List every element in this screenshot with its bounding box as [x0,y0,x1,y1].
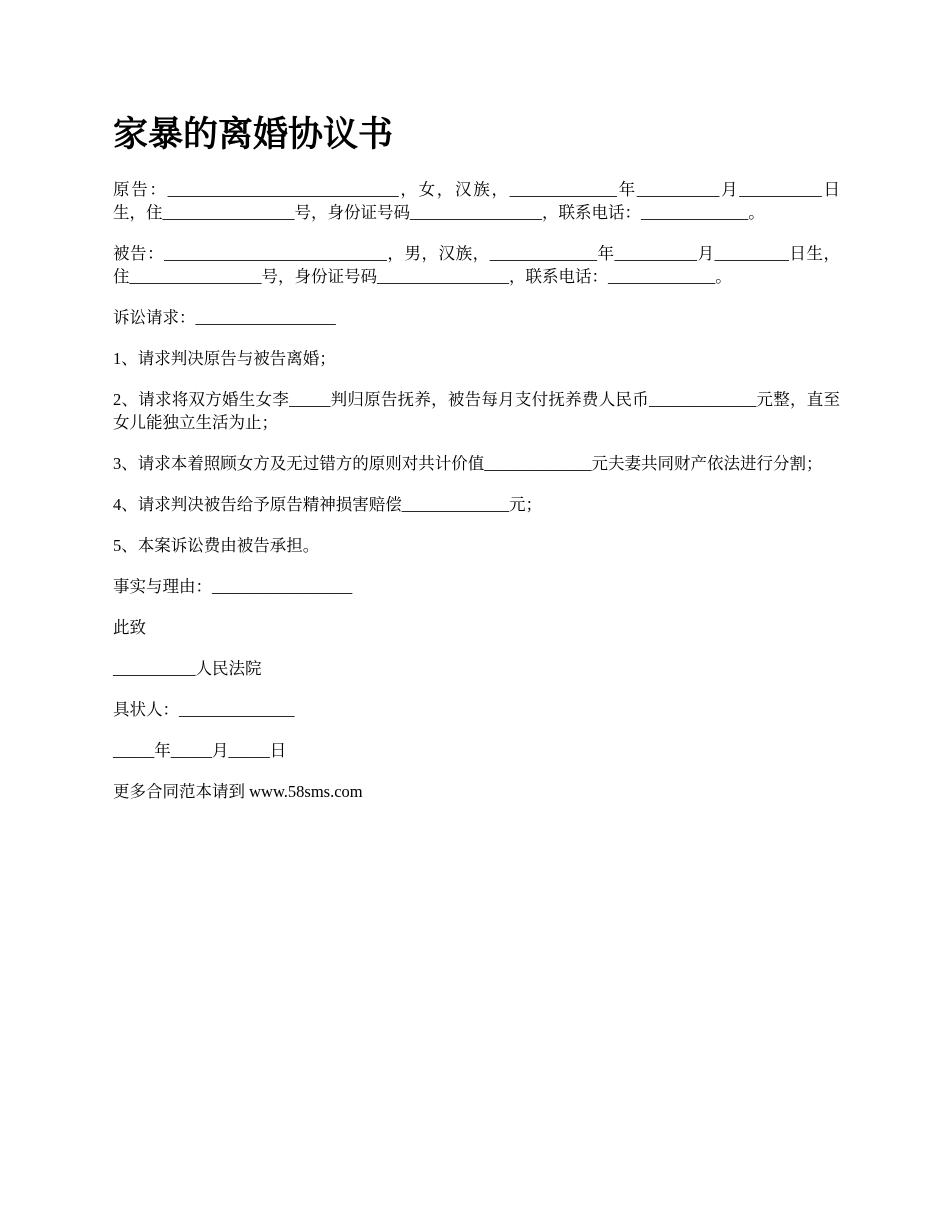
claim-item-3: 3、请求本着照顾女方及无过错方的原则对共计价值_____________元夫妻共同财产依法进行分割； [113,454,823,473]
document-title: 家暴的离婚协议书 [113,115,394,154]
footer-note: 更多合同范本请到 www.58sms.com [113,782,363,801]
date-line: _____年_____月_____日 [113,741,287,760]
salutation: 此致 [113,618,146,637]
claim-item-1: 1、请求判决原告与被告离婚； [113,349,336,368]
petitioner-signature: 具状人：______________ [113,700,295,719]
court-name: __________人民法院 [113,659,262,678]
claim-item-4: 4、请求判决被告给予原告精神损害赔偿_____________元； [113,495,542,514]
claim-item-2: 2、请求将双方婚生女李_____判归原告抚养，被告每月支付抚养费人民币_____________元整，直至女儿能独立生活为止； [113,390,840,432]
defendant-info: 被告：___________________________，男，汉族，_____________年__________月_________日生，住________________号，身份证号码________________，联系电话：_____________。 [113,244,840,286]
claims-heading: 诉讼请求：_________________ [113,308,336,327]
claim-item-5: 5、本案诉讼费由被告承担。 [113,536,320,555]
document-page [113,110,840,821]
facts-and-reasons: 事实与理由：_________________ [113,577,353,596]
plaintiff-info: 原告：____________________________，女，汉族，_____________年__________月__________日生，住________________号，身份证号码________________，联系电话：_____________。 [113,180,840,222]
